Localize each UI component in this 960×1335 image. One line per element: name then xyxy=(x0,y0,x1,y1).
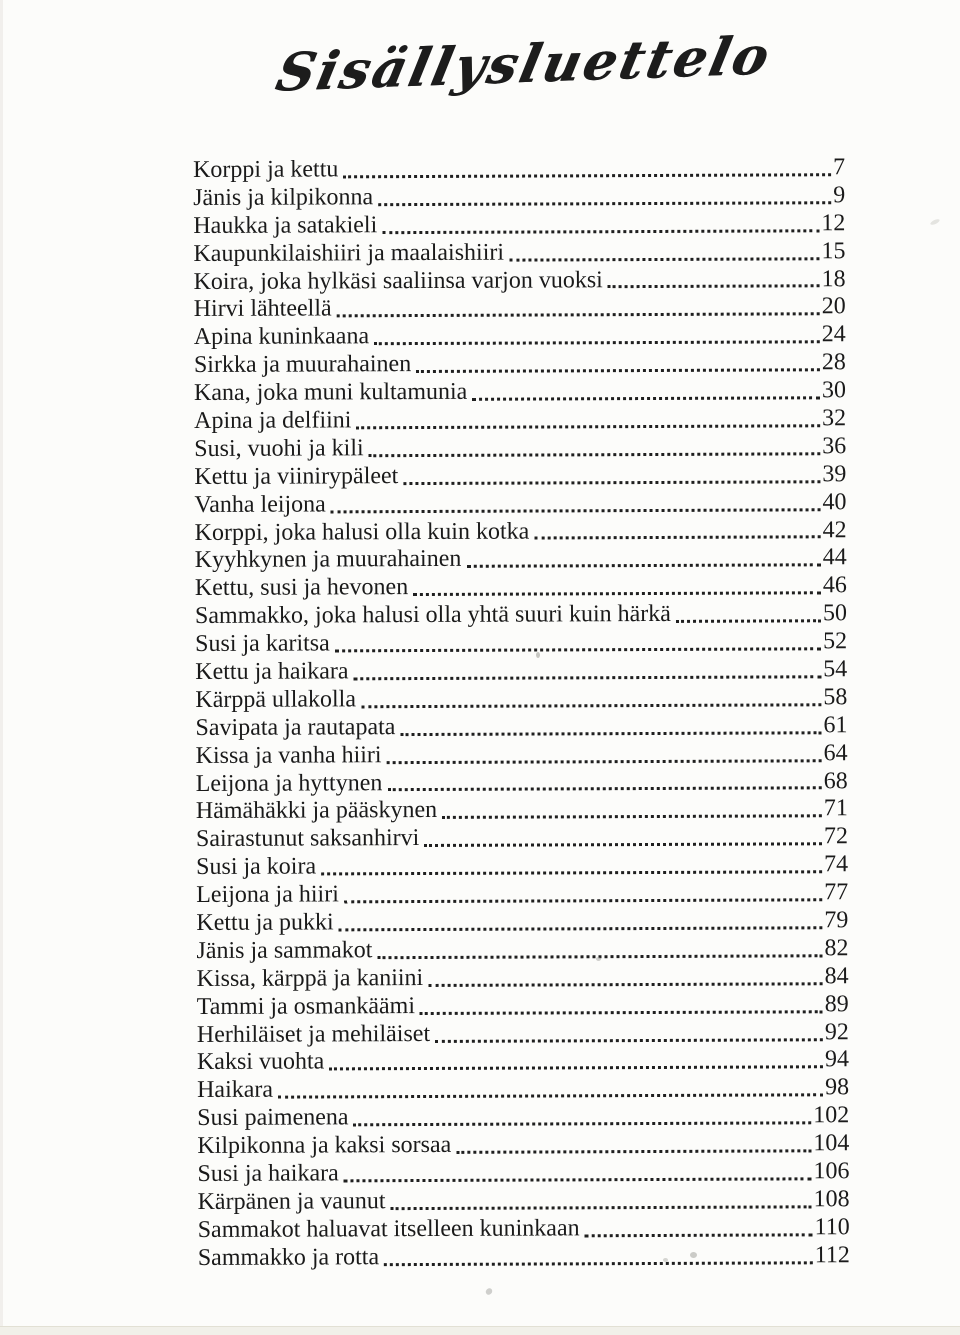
entry-page-number: 72 xyxy=(823,823,849,850)
entry-dot-leader xyxy=(608,285,820,289)
toc-entry xyxy=(196,851,848,882)
entry-dot-leader xyxy=(354,1121,812,1126)
entry-page-number: 110 xyxy=(814,1213,850,1241)
entry-dot-leader xyxy=(413,592,821,597)
toc-entry xyxy=(194,489,846,520)
entry-dot-leader xyxy=(391,1205,812,1210)
toc-entry xyxy=(194,349,846,380)
toc-entry xyxy=(197,1047,849,1078)
entry-title: Vanha leijona xyxy=(194,491,326,518)
entry-page-number: 71 xyxy=(823,795,848,822)
entry-title: Koira, joka hylkäsi saaliinsa varjon vuoksi xyxy=(193,266,603,295)
entry-title: Sammakot haluavat itselleen kuninkaan xyxy=(197,1215,580,1243)
entry-title: Korppi, joka halusi olla kuin kotka xyxy=(194,518,530,546)
entry-title: Sammakko, joka halusi olla yhtä suuri kuin härkä xyxy=(194,601,671,630)
scan-left-edge xyxy=(0,0,3,1335)
toc-entry xyxy=(194,433,846,464)
toc-entry xyxy=(197,1158,849,1189)
entry-title: Sirkka ja muurahainen xyxy=(193,351,412,379)
scan-speck xyxy=(536,652,540,658)
entry-dot-leader xyxy=(356,424,820,429)
entry-page-number: 7 xyxy=(832,154,846,181)
entry-dot-leader xyxy=(343,173,831,178)
toc-entry xyxy=(193,154,845,185)
toc-entry xyxy=(197,1019,849,1050)
entry-dot-leader xyxy=(400,731,821,736)
entry-page-number: 18 xyxy=(821,265,846,292)
entry-title: Apina kuninkaana xyxy=(193,323,370,351)
scan-speck xyxy=(690,1252,697,1258)
entry-page-number: 102 xyxy=(813,1102,850,1129)
entry-dot-leader xyxy=(374,341,820,346)
toc-entry xyxy=(193,182,845,213)
entry-page-number: 58 xyxy=(823,684,848,711)
toc-entry xyxy=(198,1214,850,1245)
entry-page-number: 46 xyxy=(822,572,847,599)
toc-entry xyxy=(198,1242,850,1273)
entry-dot-leader xyxy=(344,898,822,903)
entry-title: Kaupunkilaishiiri ja maalaishiiri xyxy=(193,239,505,267)
toc-entry xyxy=(195,628,847,659)
entry-page-number: 54 xyxy=(823,656,848,683)
entry-dot-leader xyxy=(442,815,822,820)
entry-title: Susi ja koira xyxy=(196,853,317,881)
entry-title: Kettu ja pukki xyxy=(196,909,334,937)
entry-title: Kettu, susi ja hevonen xyxy=(194,574,409,602)
entry-dot-leader xyxy=(509,257,819,261)
entry-dot-leader xyxy=(354,675,822,680)
scan-speck xyxy=(663,1258,668,1262)
toc-entry xyxy=(195,517,847,548)
entry-dot-leader xyxy=(466,564,820,569)
entry-page-number: 50 xyxy=(822,600,848,627)
entry-dot-leader xyxy=(420,1010,823,1015)
page-title: Sisällysluettelo xyxy=(270,25,778,104)
entry-page-number: 39 xyxy=(822,460,847,488)
entry-title: Haikara xyxy=(197,1077,274,1104)
toc-list xyxy=(193,154,850,1272)
entry-title: Kärpänen ja vaunut xyxy=(197,1188,386,1215)
scan-bottom-edge xyxy=(0,1326,960,1335)
entry-title: Susi ja karitsa xyxy=(195,630,330,658)
toc-entry xyxy=(196,879,848,910)
entry-title: Kaksi vuohta xyxy=(196,1048,325,1076)
entry-dot-leader xyxy=(384,1261,813,1266)
entry-dot-leader xyxy=(472,396,820,401)
entry-page-number: 44 xyxy=(822,544,847,571)
entry-page-number: 24 xyxy=(821,321,846,348)
entry-dot-leader xyxy=(585,1233,813,1237)
toc-entry xyxy=(195,545,847,576)
entry-page-number: 36 xyxy=(822,433,847,460)
entry-title: Hämähäkki ja pääskynen xyxy=(195,797,438,825)
entry-title: Kana, joka muni kultamunia xyxy=(193,378,468,407)
toc-entry xyxy=(197,963,849,994)
entry-dot-leader xyxy=(387,759,822,764)
entry-title: Sairastunut saksanhirvi xyxy=(195,825,420,853)
entry-dot-leader xyxy=(369,452,821,457)
entry-page-number: 9 xyxy=(833,182,846,209)
entry-page-number: 28 xyxy=(821,349,846,376)
entry-title: Hirvi lähteellä xyxy=(193,295,332,323)
entry-dot-leader xyxy=(534,536,820,540)
entry-page-number: 98 xyxy=(825,1074,850,1101)
toc-entry xyxy=(196,740,848,771)
entry-title: Kilpikonna ja kaksi sorsaa xyxy=(197,1132,452,1160)
entry-page-number: 40 xyxy=(822,488,847,515)
entry-page-number: 52 xyxy=(823,628,848,655)
entry-dot-leader xyxy=(456,1149,811,1154)
entry-title: Herhiläiset ja mehiläiset xyxy=(196,1020,431,1048)
entry-title: Kettu ja viinirypäleet xyxy=(194,462,399,490)
entry-page-number: 61 xyxy=(823,711,848,739)
scan-speck xyxy=(930,218,941,226)
entry-page-number: 89 xyxy=(824,990,849,1017)
entry-title: Kissa, kärppä ja kaniini xyxy=(196,964,424,992)
toc-entry xyxy=(193,238,845,269)
toc-entry xyxy=(194,461,846,492)
entry-page-number: 84 xyxy=(824,962,849,990)
entry-title: Jänis ja kilpikonna xyxy=(193,184,374,211)
toc-entry xyxy=(193,210,845,241)
entry-title: Kettu ja haikara xyxy=(195,658,349,686)
entry-title: Susi ja haikara xyxy=(197,1160,339,1188)
entry-title: Apina ja delfiini xyxy=(194,407,352,434)
entry-page-number: 30 xyxy=(821,377,847,404)
toc-entry xyxy=(193,266,845,297)
entry-page-number: 77 xyxy=(824,879,849,906)
entry-title: Kyyhkynen ja muurahainen xyxy=(194,546,462,574)
entry-page-number: 64 xyxy=(823,739,848,766)
entry-page-number: 108 xyxy=(813,1186,850,1213)
entry-title: Leijona ja hyttynen xyxy=(195,769,383,797)
entry-title: Leijona ja hiiri xyxy=(196,881,339,909)
entry-page-number: 92 xyxy=(824,1018,849,1045)
entry-page-number: 106 xyxy=(813,1158,850,1185)
toc-entry xyxy=(197,991,849,1022)
entry-title: Jänis ja sammakot xyxy=(196,937,373,964)
entry-dot-leader xyxy=(435,1038,823,1043)
entry-dot-leader xyxy=(361,703,821,708)
entry-title: Savipata ja rautapata xyxy=(195,713,396,741)
entry-dot-leader xyxy=(329,1066,823,1071)
entry-title: Haukka ja satakieli xyxy=(193,211,378,239)
entry-dot-leader xyxy=(331,508,821,513)
entry-page-number: 82 xyxy=(824,935,849,962)
scan-speck xyxy=(484,1287,493,1296)
toc-entry xyxy=(194,377,846,408)
entry-title: Tammi ja osmankäämi xyxy=(196,992,416,1020)
entry-page-number: 20 xyxy=(821,293,846,320)
entry-dot-leader xyxy=(278,1094,823,1099)
entry-dot-leader xyxy=(337,313,820,318)
entry-dot-leader xyxy=(382,229,819,234)
entry-title: Sammakko ja rotta xyxy=(197,1243,380,1271)
entry-dot-leader xyxy=(424,843,822,848)
entry-title: Kissa ja vanha hiiri xyxy=(195,741,382,769)
toc-entry xyxy=(196,824,848,855)
entry-dot-leader xyxy=(335,647,821,652)
entry-dot-leader xyxy=(344,1177,812,1182)
toc-entry xyxy=(194,321,846,352)
entry-dot-leader xyxy=(378,201,831,206)
entry-dot-leader xyxy=(428,982,822,987)
toc-entry xyxy=(196,796,848,827)
toc-entry xyxy=(194,405,846,436)
entry-dot-leader xyxy=(403,480,820,485)
toc-entry xyxy=(197,1102,849,1133)
entry-page-number: 15 xyxy=(821,237,846,264)
toc-entry xyxy=(195,600,847,631)
toc-entry xyxy=(198,1186,850,1217)
toc-entry xyxy=(196,768,848,799)
entry-title: Susi, vuohi ja kili xyxy=(194,435,364,462)
entry-page-number: 79 xyxy=(824,907,849,934)
toc-entry xyxy=(197,1130,849,1161)
entry-page-number: 94 xyxy=(824,1046,850,1073)
entry-dot-leader xyxy=(339,926,823,931)
entry-page-number: 74 xyxy=(824,851,849,878)
toc-entry xyxy=(197,1075,849,1106)
entry-title: Kärppä ullakolla xyxy=(195,686,357,713)
toc-entry xyxy=(195,573,847,604)
entry-dot-leader xyxy=(387,787,821,792)
toc-entry xyxy=(196,935,848,966)
toc-entry xyxy=(194,294,846,325)
entry-dot-leader xyxy=(676,619,821,623)
toc-entry xyxy=(196,907,848,938)
entry-page-number: 104 xyxy=(813,1130,850,1157)
entry-page-number: 32 xyxy=(822,405,847,432)
entry-page-number: 12 xyxy=(821,209,846,237)
entry-dot-leader xyxy=(321,870,822,875)
entry-page-number: 112 xyxy=(814,1241,850,1269)
toc-entry xyxy=(195,656,847,687)
entry-title: Korppi ja kettu xyxy=(192,156,339,183)
entry-page-number: 68 xyxy=(823,767,848,794)
entry-page-number: 42 xyxy=(822,516,847,543)
toc-entry xyxy=(195,712,847,743)
entry-dot-leader xyxy=(416,368,820,373)
scan-speck xyxy=(596,957,601,961)
toc-entry xyxy=(195,684,847,715)
entry-title: Susi paimenena xyxy=(197,1104,349,1132)
